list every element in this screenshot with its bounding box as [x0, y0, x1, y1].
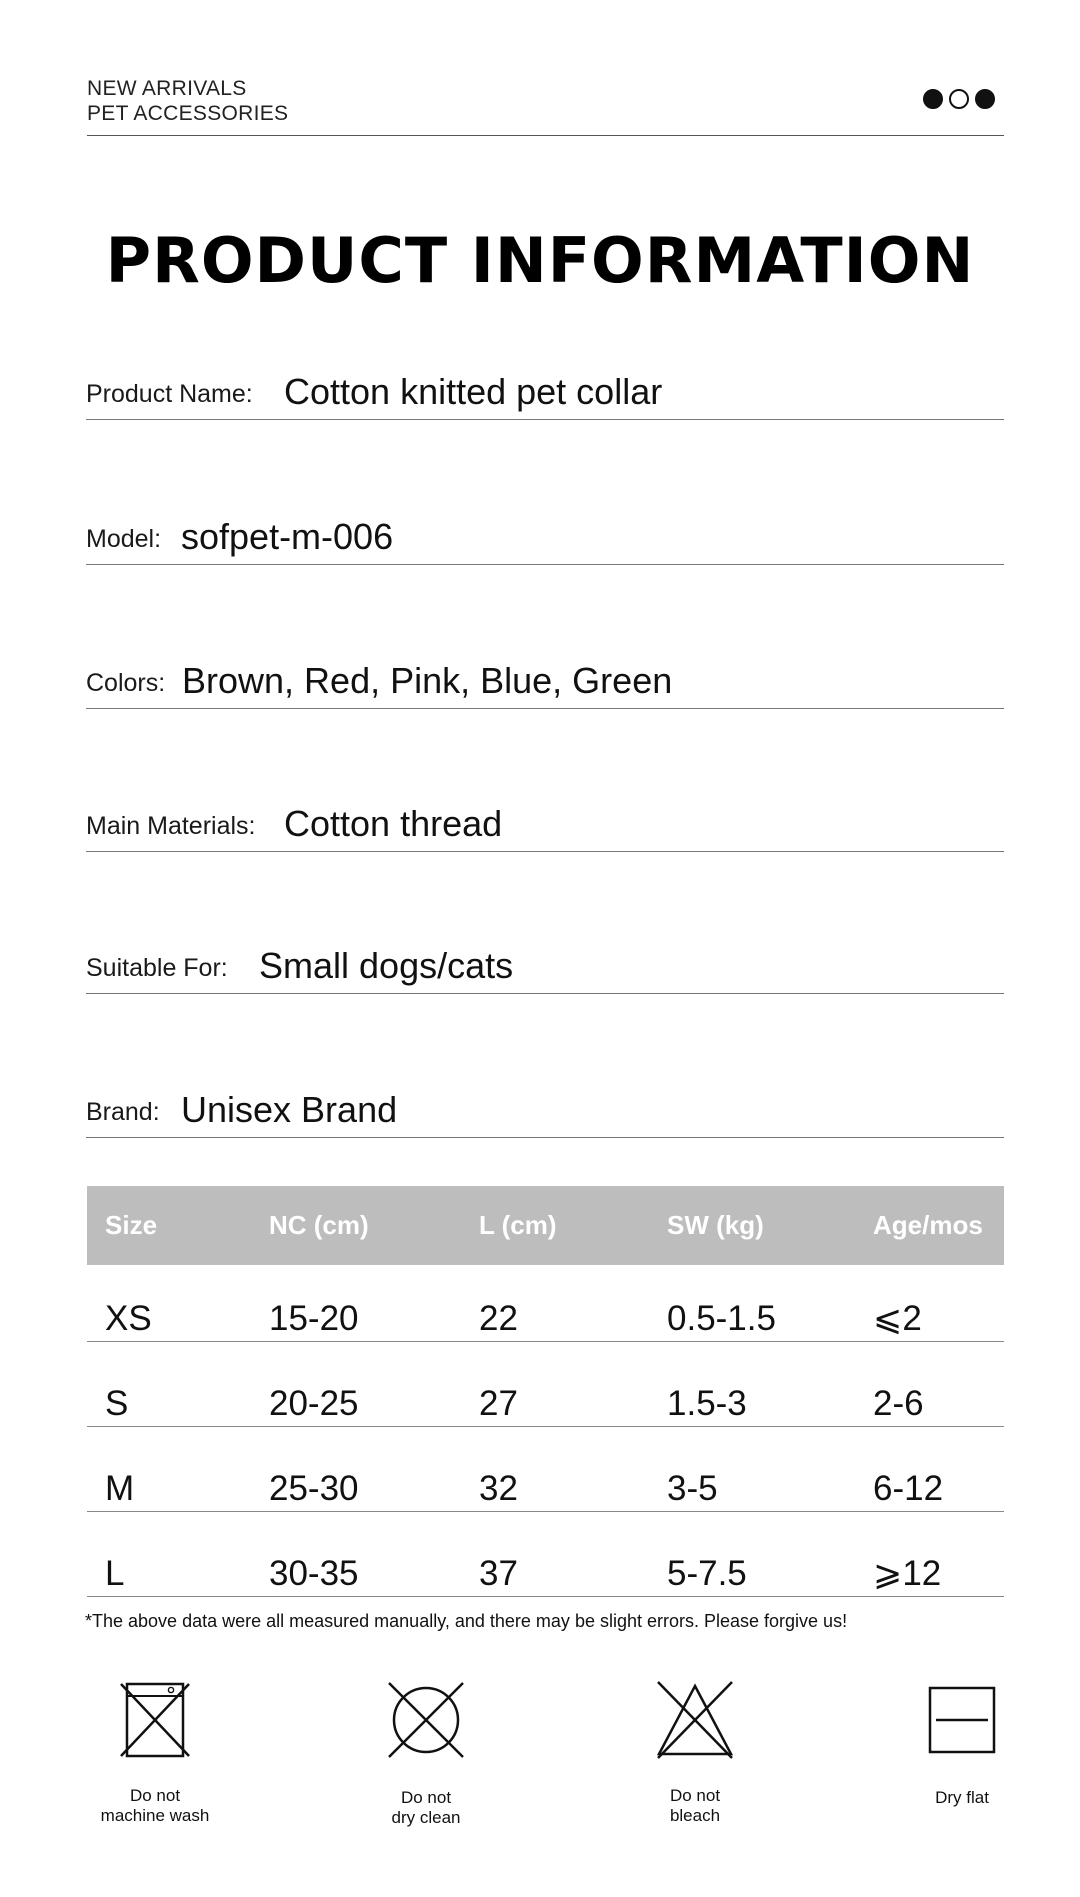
- care-label: Do not bleach: [669, 1786, 721, 1825]
- table-cell: 6-12: [873, 1469, 944, 1508]
- info-value: Small dogs/cats: [259, 945, 514, 986]
- info-label: Suitable For:: [86, 954, 228, 982]
- info-row-model: [86, 514, 1004, 565]
- info-value: Cotton thread: [284, 803, 503, 844]
- care-item-dry-flat: [862, 1680, 1062, 1808]
- header-cell-sw: SW (kg): [667, 1210, 764, 1240]
- header-tagline: [87, 76, 288, 126]
- care-item-no-dry-clean: [326, 1680, 526, 1828]
- table-cell: 22: [479, 1299, 518, 1338]
- header-line-pet-accessories: PET ACCESSORIES: [87, 102, 289, 125]
- table-cell: 0.5-1.5: [667, 1299, 776, 1338]
- table-cell: ⩾12: [873, 1554, 942, 1593]
- info-label: Model:: [86, 525, 162, 553]
- table-row: [87, 1265, 1004, 1342]
- info-value: Cotton knitted pet collar: [284, 371, 663, 412]
- table-cell: 2-6: [873, 1384, 924, 1423]
- table-row: [87, 1427, 1004, 1512]
- care-item-no-bleach: [595, 1680, 795, 1826]
- table-cell: 32: [479, 1469, 518, 1508]
- table-cell: XS: [105, 1299, 152, 1338]
- measurement-footnote: *The above data were all measured manually, and there may be slight errors. Please forgive us!: [85, 1611, 848, 1631]
- filled-dot-icon: [923, 89, 943, 109]
- table-cell: 25-30: [269, 1469, 359, 1508]
- table-cell: 5-7.5: [667, 1554, 747, 1593]
- dry-flat-icon: [922, 1680, 1002, 1760]
- header-line-new-arrivals: NEW ARRIVALS: [87, 77, 247, 100]
- info-row-product-name: [86, 369, 1004, 420]
- info-row-main-materials: [86, 801, 1004, 852]
- info-row-brand: [86, 1087, 1004, 1138]
- care-label: Do not dry clean: [391, 1788, 461, 1827]
- table-cell: M: [105, 1469, 135, 1508]
- info-label: Colors:: [86, 669, 166, 697]
- info-label: Main Materials:: [86, 812, 256, 840]
- no-dry-clean-icon: [386, 1680, 466, 1760]
- header-cell-size: Size: [105, 1210, 158, 1240]
- info-value: Brown, Red, Pink, Blue, Green: [182, 660, 673, 701]
- care-label: Dry flat: [935, 1788, 989, 1807]
- info-label: Product Name:: [86, 380, 253, 408]
- info-row-suitable-for: [86, 943, 1004, 994]
- header-cell-l: L (cm): [479, 1210, 557, 1240]
- table-cell: 1.5-3: [667, 1384, 747, 1423]
- filled-dot-icon: [975, 89, 995, 109]
- no-machine-wash-icon: [115, 1680, 195, 1760]
- table-row: [87, 1342, 1004, 1427]
- care-label: Do not machine wash: [100, 1786, 210, 1825]
- table-cell: ⩽2: [873, 1299, 922, 1338]
- table-cell: L: [105, 1554, 125, 1593]
- care-item-no-machine-wash: [55, 1680, 255, 1826]
- info-value: Unisex Brand: [181, 1089, 398, 1130]
- table-cell: 37: [479, 1554, 518, 1593]
- header-cell-nc: NC (cm): [269, 1210, 369, 1240]
- table-cell: 30-35: [269, 1554, 359, 1593]
- header-divider: [87, 135, 1004, 136]
- info-value: sofpet-m-006: [181, 516, 394, 557]
- table-cell: 27: [479, 1384, 518, 1423]
- size-table: [87, 1186, 1004, 1597]
- size-table-header: [87, 1186, 1004, 1265]
- no-bleach-icon: [655, 1680, 735, 1760]
- table-cell: 20-25: [269, 1384, 359, 1423]
- table-cell: S: [105, 1384, 129, 1423]
- info-row-colors: [86, 658, 1004, 709]
- page-title: PRODUCT INFORMATION: [105, 224, 975, 297]
- info-label: Brand:: [86, 1098, 160, 1126]
- header-cell-age: Age/mos: [873, 1210, 983, 1240]
- table-row: [87, 1512, 1004, 1597]
- table-cell: 3-5: [667, 1469, 718, 1508]
- table-cell: 15-20: [269, 1299, 359, 1338]
- hollow-dot-icon: [949, 89, 969, 109]
- decorative-dots: [923, 89, 995, 109]
